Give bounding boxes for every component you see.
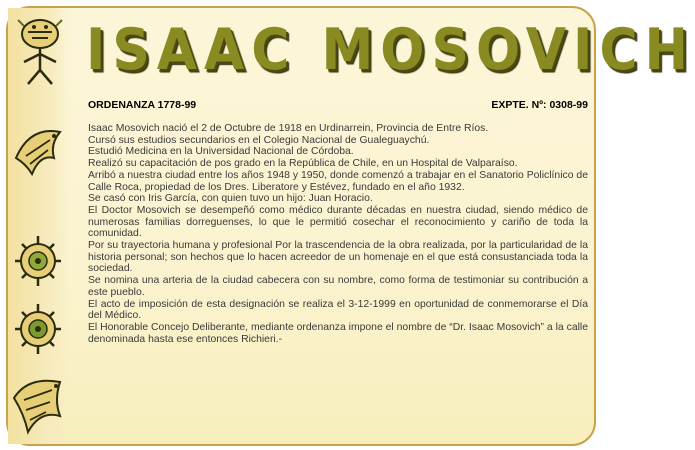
- tribal-bird-icon: [10, 118, 68, 188]
- tribal-turtle-icon: [10, 230, 68, 292]
- paragraph: Estudió Medicina en la Universidad Nacional de Córdoba.: [88, 146, 354, 158]
- biography-text: [88, 123, 588, 345]
- tribal-turtle-icon: [10, 298, 68, 360]
- paragraph: El Honorable Concejo Deliberante, mediante ordenanza impone el nombre de “Dr. Isaac Mosovich” a la calle denominada hasta ese entonces Richieri.-: [88, 321, 588, 345]
- paragraph: Realizó su capacitación de pos grado en la República de Chile, en un Hospital de Valparaíso.: [88, 158, 518, 170]
- tribal-figure-icon: [10, 12, 68, 88]
- document-header: [88, 99, 588, 111]
- tribal-bird-icon: [10, 370, 68, 440]
- paragraph: El Doctor Mosovich se desempeñó como médico durante décadas en nuestra ciudad, siendo médico de numerosas familias dorreguenses, lo que le permitió cosechar el reconocimiento y cariño de toda la comunidad.: [88, 204, 588, 240]
- paragraph: El acto de imposición de esta designación se realiza el 3-12-1999 en oportunidad de conmemorarse el Día del Médico.: [88, 298, 588, 322]
- paragraph: Por su trayectoria humana y profesional Por la trascendencia de la obra realizada, por la particularidad de la historia personal; son hechos que lo hacen acreedor de un homenaje en el que está consustanciada toda la sociedad.: [88, 240, 588, 275]
- paragraph: Se casó con Iris García, con quien tuvo un hijo: Juan Horacio.: [88, 193, 373, 205]
- paragraph: Se nomina una arteria de la ciudad cabecera con su nombre, como forma de testimoniar su contribución a este pueblo.: [88, 275, 588, 298]
- file-number: EXPTE. Nº: 0308-99: [491, 99, 588, 111]
- paragraph: Arribó a nuestra ciudad entre los años 1948 y 1950, donde comenzó a trabajar en el Sanatorio Policlínico de Calle Roca, propiedad de los Dres. Liberatore y Estévez, fundado en el año 1932.: [88, 169, 588, 193]
- ordinance-number: ORDENANZA 1778-99: [88, 99, 197, 111]
- page-title: ISAAC MOSOVICH: [86, 17, 695, 84]
- slide: [6, 6, 695, 446]
- paragraph: Isaac Mosovich nació el 2 de Octubre de 1918 en Urdinarrein, Provincia de Entre Ríos.: [88, 123, 489, 134]
- paragraph: Cursó sus estudios secundarios en el Colegio Nacional de Gualeguaychú.: [88, 134, 430, 146]
